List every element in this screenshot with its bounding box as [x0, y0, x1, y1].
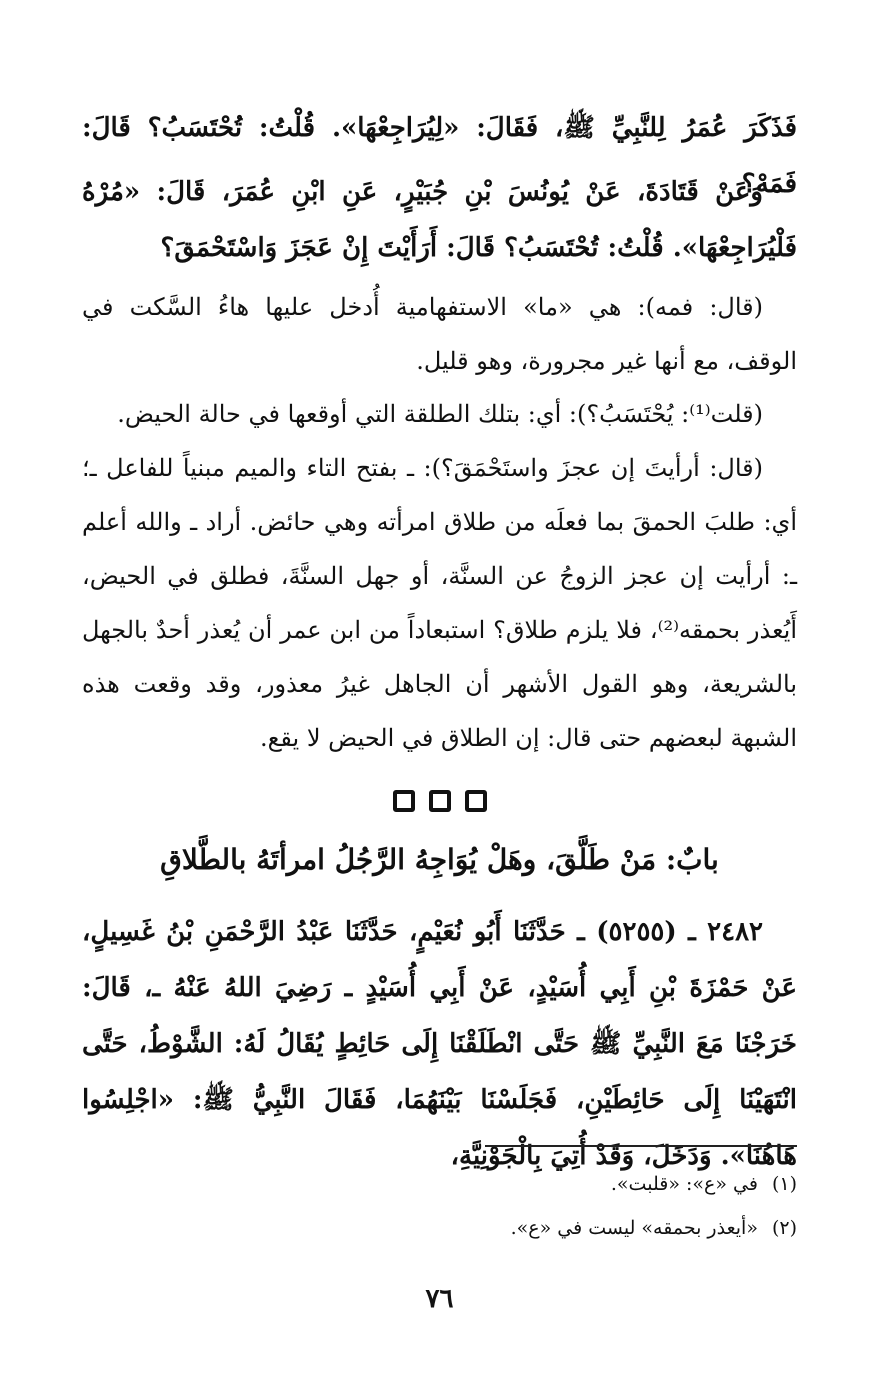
footnote-1 — [82, 1162, 797, 1206]
divider-square-icon — [429, 790, 451, 812]
commentary-text: (قلت⁽¹⁾: يُحْتَسَبُ؟): أي: بتلك الطلقة التي أوقعها في حالة الحيض. — [117, 400, 763, 428]
commentary-text: (قال: أرأيتَ إن عجزَ واستَحْمَقَ؟): ـ بفتح التاء والميم مبنياً للفاعل ـ؛ أي: طلبَ الحمقَ بما فعلَه من طلاق امرأته وهي حائض. أراد ـ والله أعلم ـ: أرأيت إن عجز الزوجُ عن السنَّة، أو جهل السنَّةَ، فطلق في الحيض، أَيُعذر بحمقه⁽²⁾، فلا يلزم طلاق؟ استبعاداً من ابن عمر أن يُعذر أحدٌ بالجهل بالشريعة، وهو القول الأشهر أن الجاهل غيرُ معذور، وقد وقعت هذه الشبهة لبعضهم حتى قال: إن الطلاق في الحيض لا يقع. — [82, 454, 797, 752]
divider-square-icon — [393, 790, 415, 812]
chapter-title: بابٌ: مَنْ طَلَّقَ، وهَلْ يُوَاجِهُ الرَّجُلُ امرأتَهُ بالطَّلاقِ — [160, 843, 719, 876]
footnote-separator — [485, 1145, 797, 1147]
footnote-2 — [82, 1206, 797, 1250]
footnote-number: (٢) — [771, 1217, 797, 1239]
commentary-text: (قال: فمه): هي «ما» الاستفهامية أُدخل عليها هاءُ السَّكت في الوقف، مع أنها غير مجرورة، وهو قليل. — [82, 293, 797, 375]
hadith-text: ٢٤٨٢ ـ (٥٢٥٥) ـ حَدَّثَنَا أَبُو نُعَيْمٍ، حَدَّثَنَا عَبْدُ الرَّحْمَنِ بْنُ غَسِيلٍ، عَنْ حَمْزَةَ بْنِ أَبِي أُسَيْدٍ، عَنْ أَبِي أُسَيْدٍ ـ رَضِيَ اللهُ عَنْهُ ـ، قَالَ: خَرَجْنَا مَعَ النَّبِيِّ ﷺ حَتَّى انْطَلَقْنَا إِلَى حَائِطٍ يُقَالُ لَهُ: الشَّوْطُ، حَتَّى انْتَهَيْنَا إِلَى حَائِطَيْنِ، فَجَلَسْنَا بَيْنَهُمَا، فَقَالَ النَّبِيُّ ﷺ: «اجْلِسُوا هَاهُنَا». وَدَخَلَ، وَقَدْ أُتِيَ بِالْجَوْنِيَّةِ، — [82, 917, 797, 1171]
page-number: ٧٦ — [425, 1284, 454, 1314]
footnote-text: «أيعذر بحمقه» ليست في «ع». — [510, 1217, 758, 1239]
commentary-paragraph-2 — [82, 387, 797, 441]
commentary-paragraph-3 — [82, 441, 797, 765]
divider-square-icon — [465, 790, 487, 812]
footnote-text: في «ع»: «قلبت». — [610, 1173, 758, 1195]
section-divider — [0, 790, 879, 816]
hadith-paragraph-qatada — [82, 164, 797, 276]
hadith-text: وَعَنْ قَتَادَةَ، عَنْ يُونُسَ بْنِ جُبَيْرٍ، عَنِ ابْنِ عُمَرَ، قَالَ: «مُرْهُ فَلْيُرَاجِعْهَا». قُلْتُ: تُحْتَسَبُ؟ قَالَ: أَرَأَيْتَ إِنْ عَجَزَ وَاسْتَحْمَقَ؟ — [82, 177, 797, 263]
footnote-number: (١) — [771, 1173, 797, 1195]
hadith-text: فَذَكَرَ عُمَرُ لِلنَّبِيِّ ﷺ، فَقَالَ: «لِيُرَاجِعْهَا». قُلْتُ: تُحْتَسَبُ؟ قَالَ: فَمَهْ؟ — [82, 113, 797, 199]
commentary-paragraph-1 — [82, 280, 797, 388]
footnotes — [82, 1162, 797, 1250]
hadith-2482 — [82, 904, 797, 1184]
